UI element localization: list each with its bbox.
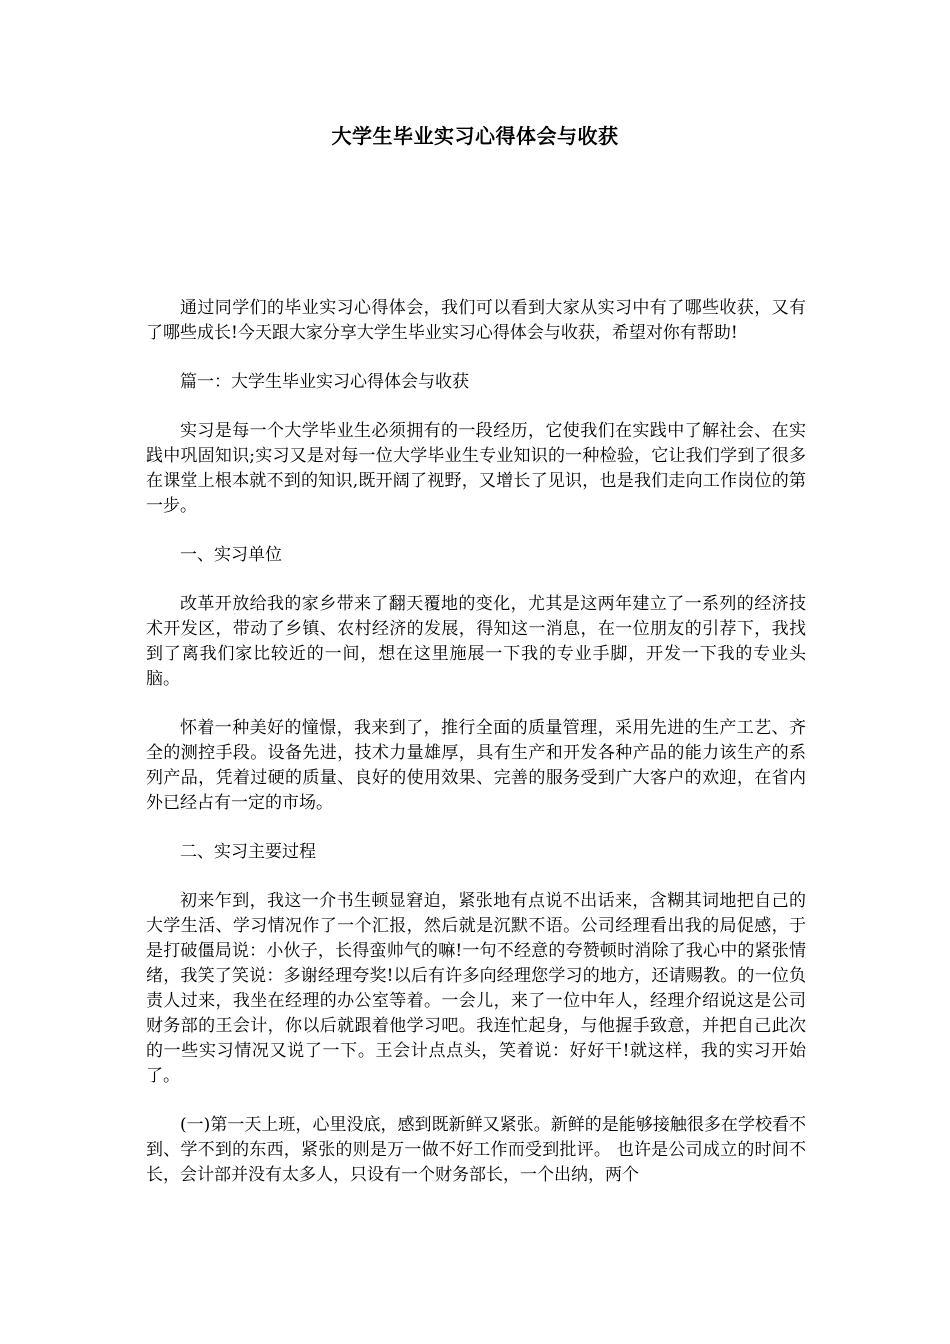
section-heading-internship-process: 二、实习主要过程	[180, 842, 316, 862]
body-paragraph: 初来乍到，我这一介书生顿显窘迫，紧张地有点说不出话来，含糊其词地把自己的大学生活、学习情况作了一个汇报，然后就是沉默不语。公司经理看出我的局促感，于是打破僵局说：小伙子，长得蛮帅气的嘛!一句不经意的夸赞顿时消除了我心中的紧张情绪，我笑了笑说：多谢经理夸奖!以后有许多向经理您学习的地方，还请赐教。的一位负责人过来，我坐在经理的办公室等着。一会儿，来了一位中年人，经理介绍说这是公司财务部的王会计，你以后就跟着他学习吧。我连忙起身，与他握手致意，并把自己此次的一些实习情况又说了一下。王会计点点头，笑着说：好好干!就这样，我的实习开始了。	[146, 891, 806, 1086]
body-paragraph: (一)第一天上班，心里没底，感到既新鲜又紧张。新鲜的是能够接触很多在学校看不到、学不到的东西，紧张的则是万一做不好工作而受到批评。 也许是公司成立的时间不长，会计部并没有太多人，只设有一个财务部长，一个出纳，两个	[146, 1115, 806, 1185]
section-heading-part-one: 篇一：大学生毕业实习心得体会与收获	[180, 372, 469, 392]
document-body	[146, 296, 806, 1212]
body-paragraph: 怀着一种美好的憧憬，我来到了，推行全面的质量管理，采用先进的生产工艺、齐全的测控手段。设备先进，技术力量雄厚，具有生产和开发各种产品的能力该生产的系列产品，凭着过硬的质量、良好的使用效果、完善的服务受到广大客户的欢迎，在省内外已经占有一定的市场。	[146, 718, 806, 813]
body-paragraph: 实习是每一个大学毕业生必须拥有的一段经历，它使我们在实践中了解社会、在实践中巩固知识;实习又是对每一位大学毕业生专业知识的一种检验，它让我们学到了很多在课堂上根本就不到的知识,既开阔了视野，又增长了见识，也是我们走向工作岗位的第一步。	[146, 421, 806, 516]
body-paragraph: 改革开放给我的家乡带来了翻天覆地的变化，尤其是这两年建立了一系列的经济技术开发区，带动了乡镇、农村经济的发展，得知这一消息，在一位朋友的引荐下，我找到了离我们家比较近的一间，想在这里施展一下我的专业手脚，开发一下我的专业头脑。	[146, 594, 806, 689]
section-heading-internship-unit: 一、实习单位	[180, 545, 282, 565]
intro-paragraph: 通过同学们的毕业实习心得体会，我们可以看到大家从实习中有了哪些收获，又有了哪些成长!今天跟大家分享大学生毕业实习心得体会与收获，希望对你有帮助!	[146, 298, 806, 343]
document-title: 大学生毕业实习心得体会与收获	[331, 124, 619, 148]
